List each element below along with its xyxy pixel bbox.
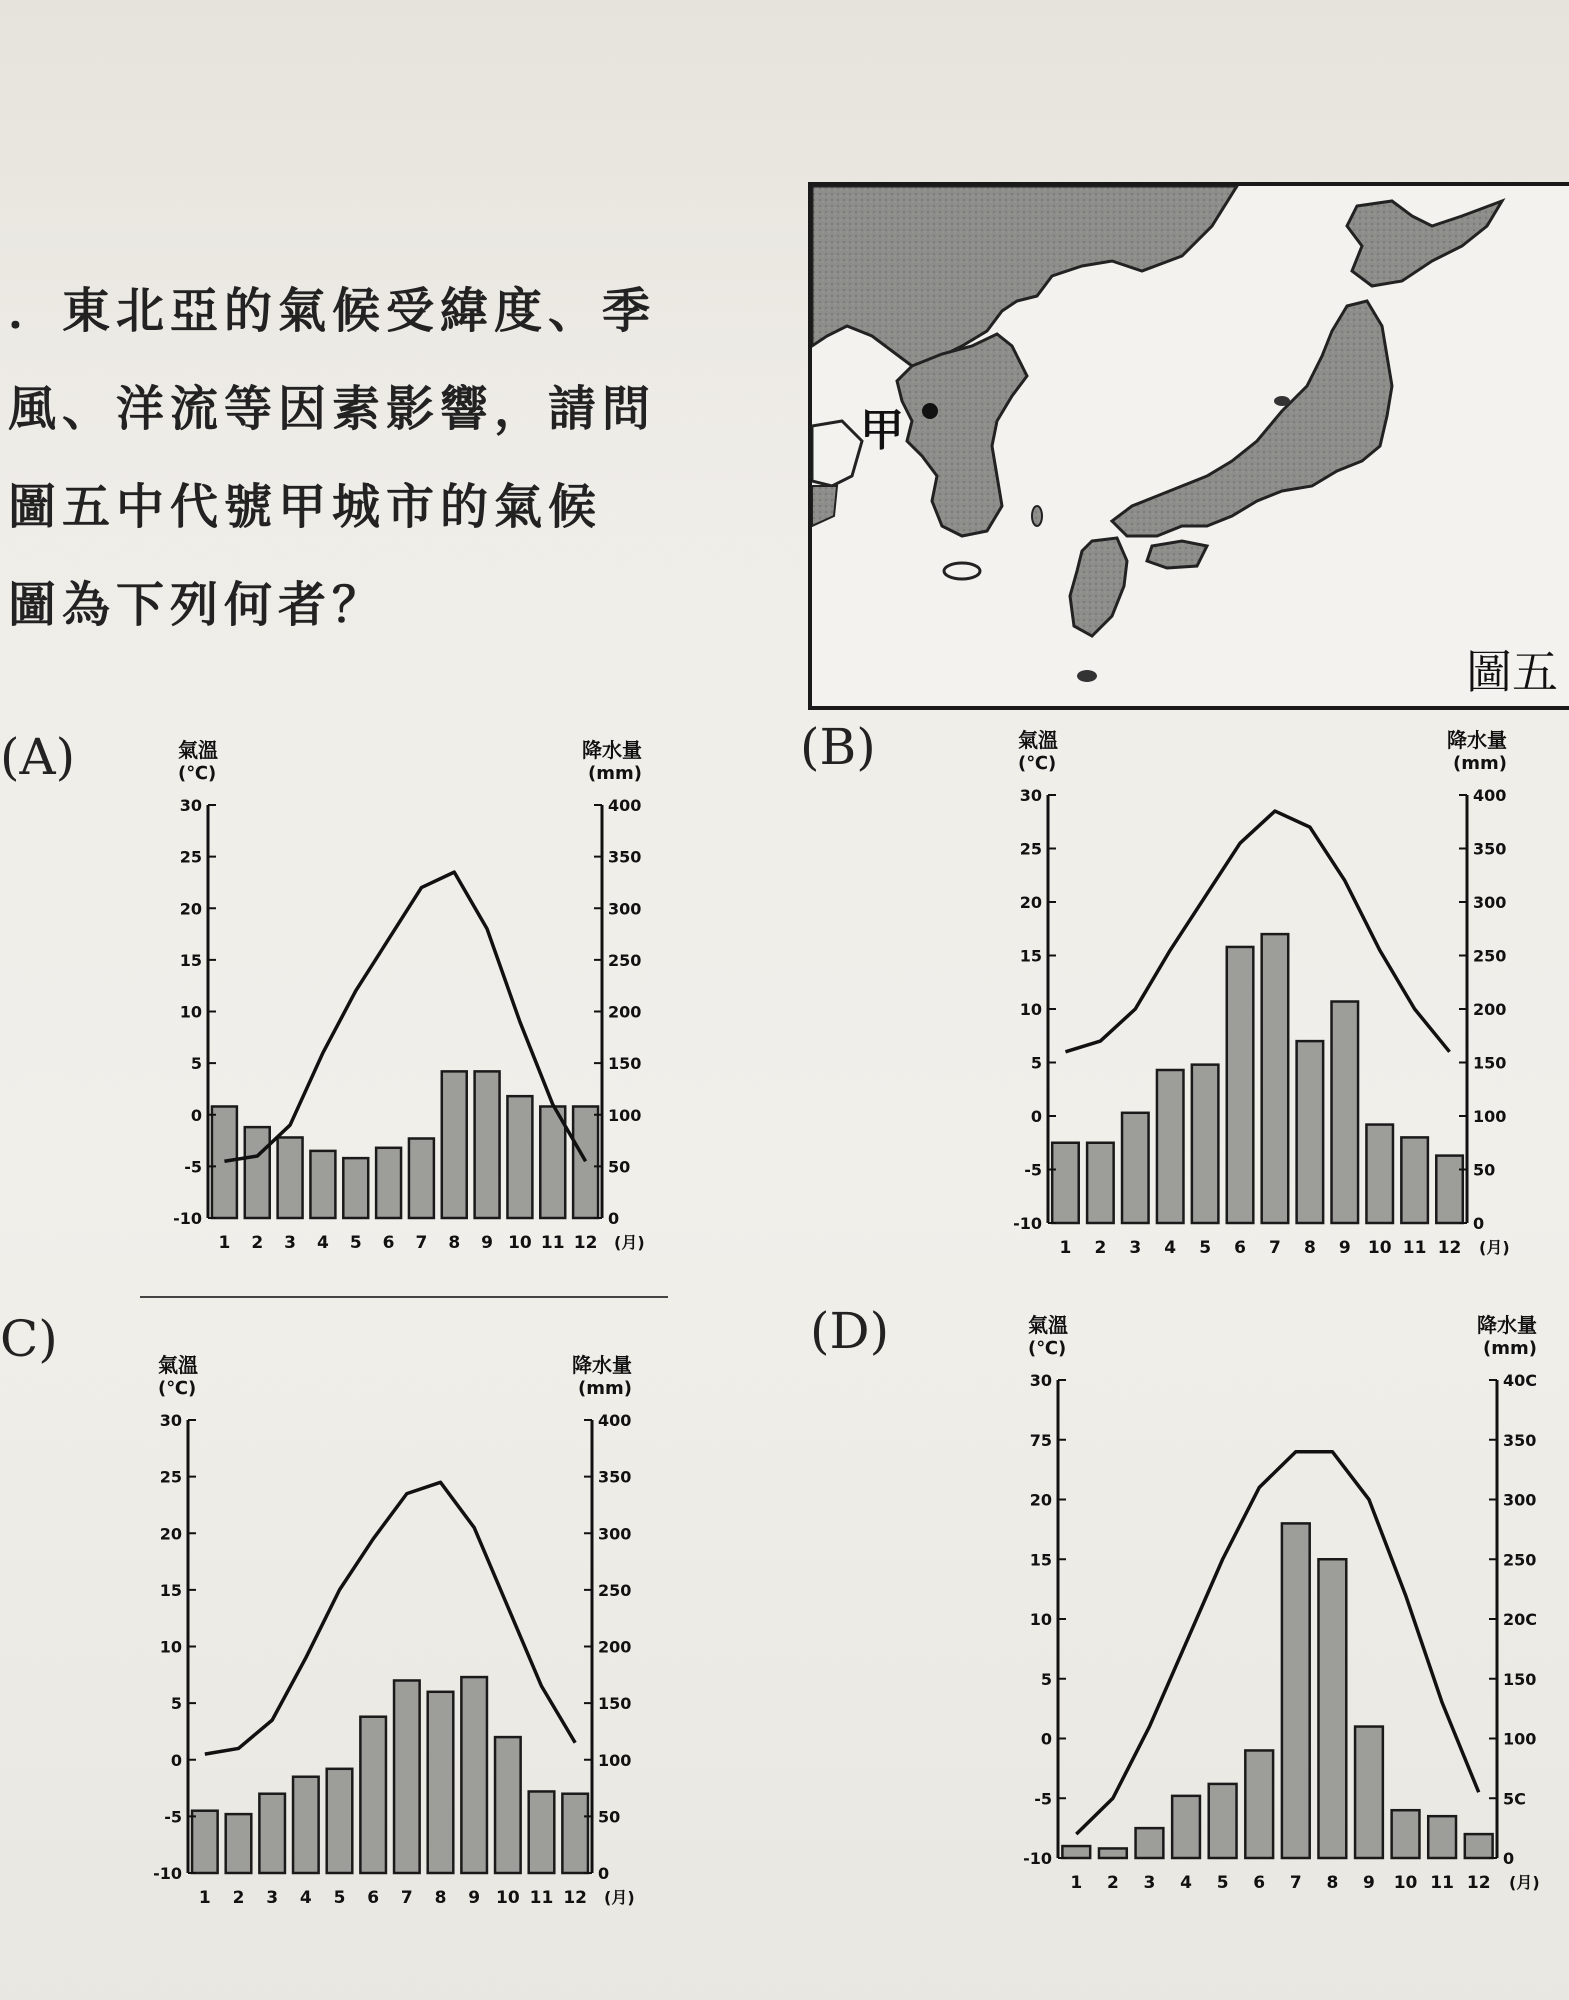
temperature-axis-unit: (℃) (1018, 753, 1057, 774)
precipitation-tick-label: 250 (598, 1580, 632, 1600)
temperature-axis-unit: (℃) (1028, 1338, 1067, 1359)
precipitation-tick-label: 50 (598, 1807, 621, 1827)
temperature-line (1076, 1452, 1478, 1834)
temperature-tick-label: -5 (184, 1157, 202, 1177)
temperature-axis-title: 氣溫 (158, 1353, 198, 1377)
precipitation-bar (1282, 1523, 1310, 1858)
city-jia-label: 甲 (860, 405, 904, 456)
month-axis-unit: (月) (604, 1888, 635, 1907)
month-tick-label: 10 (508, 1233, 532, 1253)
hokkaido-island (1347, 201, 1502, 286)
temperature-tick-label: 5 (170, 1694, 182, 1714)
month-tick-label: 1 (218, 1233, 231, 1253)
precipitation-axis-title: 降水量 (1477, 1313, 1537, 1337)
temperature-tick-label: 20 (1029, 1490, 1052, 1510)
temperature-axis-unit: (℃) (158, 1378, 197, 1399)
month-tick-label: 7 (400, 1888, 413, 1908)
climate-chart-a (150, 735, 670, 1280)
month-tick-label: 6 (1253, 1873, 1266, 1893)
month-tick-label: 5 (1216, 1873, 1229, 1893)
temperature-tick-label: 0 (1040, 1729, 1052, 1749)
city-jia-marker (922, 403, 938, 419)
precipitation-bar (1172, 1796, 1200, 1858)
month-tick-label: 5 (333, 1888, 346, 1908)
temperature-tick-label: 20 (179, 899, 202, 919)
temperature-tick-label: 10 (1019, 1000, 1042, 1019)
month-tick-label: 7 (1269, 1238, 1281, 1258)
precipitation-bar (495, 1737, 521, 1873)
precipitation-bar (1122, 1113, 1149, 1223)
option-c-label: C) (0, 1310, 58, 1368)
jeju-island (944, 563, 980, 579)
precipitation-axis-title: 降水量 (1447, 728, 1507, 752)
temperature-tick-label: 30 (1019, 786, 1042, 805)
precipitation-bar (343, 1158, 368, 1218)
month-tick-label: 9 (1338, 1238, 1351, 1258)
precipitation-bar (562, 1794, 588, 1873)
temperature-tick-label: 15 (1019, 946, 1042, 966)
month-tick-label: 3 (284, 1233, 297, 1253)
temperature-tick-label: 10 (1029, 1610, 1052, 1629)
precipitation-bar (1087, 1143, 1114, 1223)
precipitation-bar (394, 1680, 420, 1873)
precipitation-tick-label: 20C (1503, 1610, 1538, 1629)
month-tick-label: 5 (1199, 1238, 1212, 1258)
precipitation-bar (475, 1071, 500, 1218)
precipitation-tick-label: 300 (598, 1524, 632, 1544)
month-tick-label: 1 (198, 1888, 211, 1908)
month-tick-label: 12 (1466, 1873, 1491, 1893)
precipitation-bar (192, 1811, 218, 1873)
precipitation-tick-label: 150 (608, 1054, 642, 1074)
temperature-tick-label: 30 (159, 1411, 182, 1430)
temperature-tick-label: 15 (159, 1580, 182, 1600)
precipitation-tick-label: 400 (1473, 786, 1507, 805)
precipitation-tick-label: 400 (608, 796, 642, 815)
precipitation-bar (1062, 1846, 1090, 1858)
temperature-tick-label: -5 (1034, 1789, 1052, 1809)
month-tick-label: 11 (529, 1888, 554, 1908)
precipitation-bar (1136, 1828, 1164, 1858)
precipitation-tick-label: 0 (1503, 1849, 1515, 1868)
option-d-label: (D) (810, 1302, 890, 1360)
precipitation-bar (1052, 1143, 1079, 1223)
month-tick-label: 8 (1326, 1873, 1339, 1893)
temperature-line (205, 1482, 575, 1754)
precipitation-bar (1262, 934, 1289, 1223)
precipitation-bar (376, 1148, 401, 1218)
northeast-asia-map (808, 182, 1569, 710)
precipitation-bar (409, 1138, 434, 1218)
month-tick-label: 6 (382, 1233, 395, 1253)
question-line-3: 圖五中代號甲城市的氣候 (8, 479, 603, 535)
month-tick-label: 11 (540, 1233, 565, 1253)
precipitation-tick-label: 250 (608, 950, 642, 970)
precipitation-tick-label: 350 (608, 847, 642, 867)
figure-caption: 圖五 (1462, 636, 1562, 702)
temperature-tick-label: 5 (190, 1054, 202, 1074)
question-line-1: ．東北亞的氣候受緯度、季 (8, 283, 657, 339)
precipitation-bar (1245, 1750, 1273, 1858)
month-axis-unit: (月) (1479, 1238, 1510, 1257)
temperature-tick-label: -5 (1024, 1160, 1042, 1180)
precipitation-bar (1157, 1070, 1184, 1223)
temperature-tick-label: 25 (159, 1467, 182, 1487)
month-tick-label: 10 (495, 1888, 520, 1908)
precipitation-tick-label: 0 (1473, 1214, 1485, 1233)
precipitation-axis-unit: (mm) (1483, 1338, 1537, 1359)
precipitation-bar (1355, 1727, 1383, 1858)
temperature-tick-label: -10 (1013, 1214, 1042, 1233)
month-axis-unit: (月) (1509, 1873, 1540, 1892)
precipitation-axis-title: 降水量 (572, 1353, 632, 1377)
month-tick-label: 6 (367, 1888, 380, 1908)
precipitation-tick-label: 150 (1503, 1669, 1537, 1689)
precipitation-tick-label: 300 (1503, 1490, 1537, 1510)
month-tick-label: 11 (1430, 1873, 1454, 1893)
precipitation-tick-label: 350 (1503, 1430, 1537, 1450)
month-tick-label: 4 (316, 1233, 329, 1253)
precipitation-bar (360, 1717, 386, 1873)
precipitation-tick-label: 40C (1503, 1371, 1538, 1390)
precipitation-bar (1192, 1065, 1219, 1223)
map-drawing (812, 186, 1569, 706)
month-tick-label: 9 (481, 1233, 494, 1253)
small-island (1077, 670, 1097, 682)
temperature-tick-label: 15 (1029, 1550, 1052, 1570)
month-tick-label: 3 (1129, 1238, 1142, 1258)
temperature-tick-label: 20 (159, 1524, 182, 1544)
precipitation-bar (1099, 1848, 1127, 1858)
precipitation-bar (428, 1692, 454, 1873)
korean-peninsula (897, 334, 1027, 536)
month-tick-label: 10 (1393, 1873, 1418, 1893)
temperature-axis-title: 氣溫 (1018, 728, 1058, 752)
china-coast (812, 421, 862, 486)
precipitation-tick-label: 300 (1473, 893, 1507, 912)
precipitation-bar (529, 1791, 555, 1873)
temperature-tick-label: -5 (164, 1807, 182, 1827)
temperature-tick-label: 10 (159, 1637, 182, 1657)
month-tick-label: 4 (1180, 1873, 1192, 1893)
precipitation-bar (245, 1127, 270, 1218)
precipitation-bar (1428, 1816, 1456, 1858)
temperature-tick-label: 0 (1030, 1107, 1042, 1126)
question-line-4: 圖為下列何者？ (8, 577, 387, 633)
precipitation-tick-label: 350 (1473, 839, 1507, 859)
climate-chart-c (130, 1350, 660, 1935)
temperature-tick-label: 15 (179, 950, 202, 970)
precipitation-bar (1209, 1784, 1237, 1858)
month-tick-label: 8 (434, 1888, 447, 1908)
precipitation-bar (1297, 1041, 1324, 1223)
month-tick-label: 7 (1289, 1873, 1302, 1893)
precipitation-bar (327, 1769, 353, 1873)
month-tick-label: 4 (1164, 1238, 1177, 1258)
climate-chart-b (990, 725, 1535, 1285)
month-tick-label: 11 (1402, 1238, 1427, 1258)
month-tick-label: 3 (1143, 1873, 1156, 1893)
precipitation-bar (540, 1106, 565, 1218)
precipitation-bar (226, 1814, 252, 1873)
month-tick-label: 1 (1070, 1873, 1083, 1893)
precipitation-tick-label: 400 (598, 1411, 632, 1430)
precipitation-bar (461, 1677, 487, 1873)
climate-chart-d (1000, 1310, 1565, 1920)
precipitation-axis-unit: (mm) (1453, 753, 1507, 774)
precipitation-bar (259, 1794, 285, 1873)
month-tick-label: 2 (1094, 1238, 1107, 1258)
precipitation-tick-label: 100 (608, 1105, 642, 1125)
temperature-tick-label: -10 (1023, 1849, 1052, 1868)
honshu-island (1112, 301, 1392, 536)
precipitation-tick-label: 0 (598, 1864, 610, 1883)
temperature-tick-label: 30 (179, 796, 202, 815)
precipitation-bar (507, 1096, 532, 1218)
precipitation-tick-label: 100 (598, 1750, 632, 1770)
precipitation-bar (212, 1106, 237, 1218)
precipitation-bar (278, 1137, 303, 1218)
temperature-tick-label: 10 (179, 1002, 202, 1022)
precipitation-tick-label: 250 (1473, 946, 1507, 966)
month-tick-label: 3 (266, 1888, 279, 1908)
precipitation-tick-label: 50 (608, 1157, 631, 1177)
precipitation-axis-unit: (mm) (588, 763, 642, 784)
temperature-tick-label: 5 (1040, 1669, 1052, 1689)
month-tick-label: 5 (349, 1233, 362, 1253)
precipitation-axis-unit: (mm) (578, 1378, 632, 1399)
precipitation-tick-label: 5C (1503, 1789, 1526, 1809)
month-tick-label: 12 (573, 1233, 598, 1253)
question-text (8, 262, 708, 654)
temperature-tick-label: 25 (179, 847, 202, 867)
mainland-landmass (812, 186, 1237, 366)
month-tick-label: 12 (563, 1888, 588, 1908)
precipitation-tick-label: 300 (608, 899, 642, 919)
temperature-tick-label: 25 (1019, 839, 1042, 859)
precipitation-bar (1227, 947, 1254, 1223)
month-tick-label: 7 (415, 1233, 428, 1253)
precipitation-bar (1401, 1137, 1428, 1223)
precipitation-bar (310, 1151, 335, 1218)
precipitation-bar (1465, 1834, 1493, 1858)
temperature-tick-label: 20 (1019, 893, 1042, 912)
option-a-label: (A) (0, 728, 76, 786)
month-tick-label: 12 (1437, 1238, 1462, 1258)
shandong-land (812, 486, 837, 526)
month-tick-label: 10 (1367, 1238, 1392, 1258)
month-tick-label: 8 (448, 1233, 461, 1253)
month-tick-label: 9 (1363, 1873, 1375, 1893)
month-tick-label: 8 (1303, 1238, 1316, 1258)
precipitation-bar (1332, 1002, 1359, 1223)
precipitation-tick-label: 0 (608, 1209, 620, 1228)
temperature-tick-label: 0 (170, 1750, 182, 1770)
month-tick-label: 1 (1059, 1238, 1072, 1258)
precipitation-tick-label: 350 (598, 1467, 632, 1487)
precipitation-tick-label: 200 (1473, 1000, 1507, 1019)
option-b-label: (B) (800, 718, 876, 776)
month-axis-unit: (月) (614, 1233, 645, 1252)
month-tick-label: 6 (1234, 1238, 1246, 1258)
precipitation-tick-label: 200 (598, 1637, 632, 1657)
shikoku-island (1147, 541, 1207, 568)
precipitation-axis-title: 降水量 (582, 738, 642, 762)
question-line-2: 風、洋流等因素影響，請問 (8, 381, 657, 437)
temperature-line (1065, 811, 1449, 1052)
precipitation-bar (293, 1777, 319, 1873)
precipitation-bar (1392, 1810, 1420, 1858)
precipitation-bar (573, 1106, 598, 1218)
temperature-tick-label: 5 (1030, 1053, 1042, 1073)
kyushu-island (1070, 538, 1127, 636)
temperature-tick-label: 30 (1029, 1371, 1052, 1390)
precipitation-bar (1366, 1125, 1393, 1223)
sado-island (1274, 396, 1290, 406)
temperature-axis-title: 氣溫 (178, 738, 218, 762)
month-tick-label: 9 (468, 1888, 481, 1908)
precipitation-bar (1436, 1156, 1463, 1223)
precipitation-bar (442, 1071, 467, 1218)
temperature-tick-label: -10 (153, 1864, 182, 1883)
precipitation-tick-label: 250 (1503, 1550, 1537, 1570)
temperature-tick-label: 0 (190, 1105, 202, 1125)
temperature-axis-title: 氣溫 (1028, 1313, 1068, 1337)
temperature-tick-label: -10 (173, 1209, 202, 1228)
precipitation-tick-label: 200 (608, 1002, 642, 1022)
precipitation-tick-label: 150 (598, 1694, 632, 1714)
month-tick-label: 4 (299, 1888, 312, 1908)
temperature-tick-label: 75 (1029, 1430, 1052, 1450)
divider-line (140, 1296, 668, 1298)
precipitation-tick-label: 50 (1473, 1160, 1496, 1180)
month-tick-label: 2 (1106, 1873, 1119, 1893)
precipitation-tick-label: 100 (1503, 1729, 1537, 1749)
tsushima-island (1032, 506, 1042, 526)
month-tick-label: 2 (232, 1888, 245, 1908)
temperature-axis-unit: (℃) (178, 763, 217, 784)
precipitation-tick-label: 100 (1473, 1107, 1507, 1126)
month-tick-label: 2 (251, 1233, 264, 1253)
precipitation-bar (1318, 1559, 1346, 1858)
precipitation-tick-label: 150 (1473, 1053, 1507, 1073)
